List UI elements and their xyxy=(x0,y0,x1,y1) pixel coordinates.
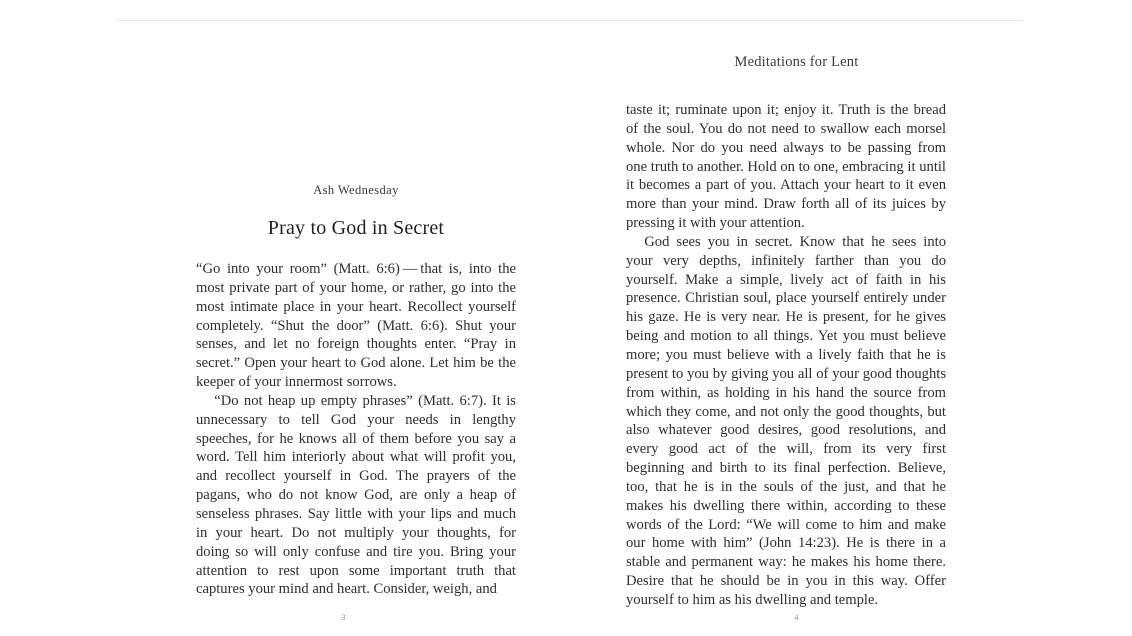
paragraph: God sees you in secret. Know that he sees into your very depths, infinitely farther than you do yourself. Make a simple, lively act of faith in his presence. Christian soul, place yourself entirely under his gaze. He is very near. He is present, for he gives being and motion to all things. Yet you must believe more; you must believe with a lively faith that he is present to you by giving you all of your good thoughts from within, as holding in his hand the source from which they come, and not only the good thoughts, but also whatever good desires, good resolutions, and every good act of the will, from its very first beginning and birth to its final perfection. Believe, too, that he is in the souls of the just, and that he makes his dwelling there within, according to these words of the Lord: “We will come to him and make our home with him” (John 14:23). He is there in a stable and permanent way: he makes his home there. Desire that he should be in you in this way. Offer yourself to him as his dwelling and temple. xyxy=(626,233,946,608)
running-head-right: Meditations for Lent xyxy=(734,54,859,70)
title-body-gap xyxy=(196,240,516,260)
paragraph: “Do not heap up empty phrases” (Matt. 6:7). It is unnecessary to tell God your needs in lengthy speeches, for he knows all of them before you say a word. Tell him interiorly about what will profit you, and recollect yourself in God. The prayers of the pagans, who do not know God, are only a heap of senseless phrases. Say little with your lips and much in your heart. Do not multiply your thoughts, for doing so will only confuse and tire you. Bring your attention to rest upon some important truth that captures your mind and heart. Consider, weigh, and xyxy=(196,392,516,598)
page-number-left: 3 xyxy=(341,612,346,622)
page-number-right: 4 xyxy=(794,612,799,622)
paragraph: “Go into your room” (Matt. 6:6) — that is, into the most private part of your home, or rather, go into the most intimate place in your heart. Recollect yourself completely. “Shut the door” (Matt. 6:6). Shut your senses, and let no foreign thoughts enter. “Pray in secret.” Open your heart to God alone. Let him be the keeper of your innermost sorrows. xyxy=(196,261,516,391)
chapter-title: Pray to God in Secret xyxy=(267,217,445,239)
text-column-right xyxy=(626,101,946,610)
chapter-label: Ash Wednesday xyxy=(313,183,399,197)
page-right xyxy=(570,0,1023,636)
paragraph: taste it; ruminate upon it; enjoy it. Truth is the bread of the soul. You do not need to swallow each morsel whole. Nor do you need always to be passing from one truth to another. Hold on to one, embracing it until it becomes a part of you. Attach your heart to it even more than your mind. Draw forth all of its juices by pressing it with your attention. xyxy=(626,102,946,232)
page-left xyxy=(117,0,570,636)
text-column-left xyxy=(196,183,516,599)
